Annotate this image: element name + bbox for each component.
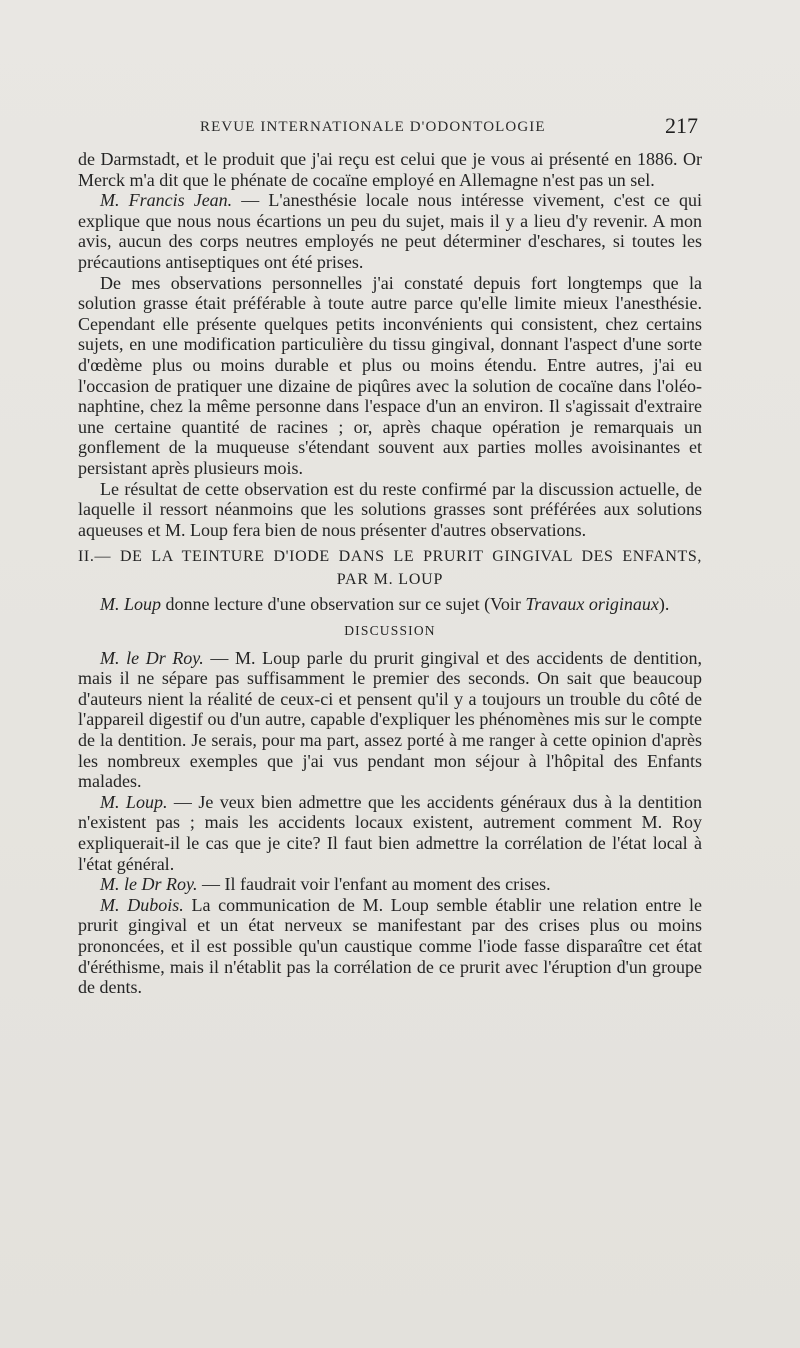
page-header	[78, 115, 700, 145]
speaker-name: M. le Dr Roy.	[100, 647, 204, 668]
paragraph	[78, 792, 702, 874]
paragraph-text: — L'anesthésie locale nous intéresse vivement, c'est ce qui explique que nous nous écartions un peu du sujet, mais il y a lieu d'y revenir. A mon avis, aucun des corps neutres employés ne peut déterminer d'eschares, si toutes les précautions antiseptiques ont été prises.	[78, 190, 703, 272]
paragraph-text: — Je veux bien admettre que les accidents généraux dus à la dentition n'existent pas ; mais les accidents locaux existent, autrement comment M. Roy expliquerait-il le cas que je cite? Il faut bien admettre la corrélation de l'état local à l'état général.	[78, 791, 702, 874]
paragraph-text: La communication de M. Loup semble établir une relation entre le prurit gingival et un état nerveux se manifestant par des crises plus ou moins prononcées, et il est possible qu'un caustique comme l'iode fasse disparaître cet état d'éréthisme, mais il n'établit pas la corrélation de ce prurit avec l'éruption d'un groupe de dents.	[78, 894, 703, 998]
speaker-name: M. Francis Jean.	[100, 190, 233, 211]
paragraph: De mes observations personnelles j'ai constaté depuis fort longtemps que la solution grasse était préférable à toute autre parce qu'elle limite mieux l'anesthésie. Cependant elle présente quelques petits inconvénients qui consistent, chez certains sujets, en une modification particulière du tissu gingival, donnant l'aspect d'une sorte d'œdème plus ou moins durable et plus ou moins étendu. Entre autres, j'ai eu l'occasion de pratiquer une dizaine de piqûres avec la solution de cocaïne dans l'oléo-naphtine, chez la même personne dans l'espace d'un an environ. Il s'agissait d'extraire une certaine quantité de racines ; or, après chaque opération je remarquais un gonflement de la muqueuse s'étendant souvent aux parties molles avoisinantes et persistant après plusieurs mois.	[78, 272, 702, 478]
paragraph: Le résultat de cette observation est du reste confirmé par la discussion actuelle, de laquelle il ressort néanmoins que les solutions grasses sont préférées aux solutions aqueuses et M. Loup fera bien de nous présenter d'autres observations.	[78, 478, 702, 540]
speaker-name: M. Loup	[100, 594, 162, 615]
page-number: 217	[665, 113, 698, 138]
paragraph	[78, 594, 702, 615]
section-title: II.— DE LA TEINTURE D'IODE DANS LE PRURIT GINGIVAL DES ENFANTS,	[78, 548, 702, 566]
discussion-heading: DISCUSSION	[344, 623, 436, 639]
paragraph-text: ).	[658, 594, 670, 615]
section-author: PAR M. LOUP	[336, 570, 444, 588]
speaker-name: M. Loup.	[100, 791, 168, 812]
paragraph-text: donne lecture d'une observation sur ce sujet (Voir	[161, 594, 526, 615]
paragraph: de Darmstadt, et le produit que j'ai reçu est celui que je vous ai présenté en 1886. Or Merck m'a dit que le phénate de cocaïne employé en Allemagne n'est pas un sel.	[78, 149, 702, 190]
paragraph	[78, 895, 702, 998]
speaker-name: M. le Dr Roy.	[100, 874, 198, 895]
paragraph	[78, 190, 702, 272]
paragraph-text: — M. Loup parle du prurit gingival et des accidents de dentition, mais il ne sépare pas suffisamment le premier des seconds. On sait que beaucoup d'auteurs nient la réalité de ceux-ci et pensent qu'il y a toujours un trouble du côté de l'appareil digestif ou d'un autre, capable d'expliquer les phénomènes mis sur le compte de la dentition. Je serais, pour ma part, assez porté à me ranger à cette opinion d'après les nombreux exemples que j'ai vus pendant mon séjour à l'hôpital des Enfants malades.	[78, 647, 702, 792]
speaker-name: M. Dubois.	[100, 894, 184, 915]
paragraph	[78, 648, 702, 792]
body-text	[78, 149, 702, 998]
reference-text: Travaux originaux	[525, 594, 659, 615]
paragraph-text: — Il faudrait voir l'enfant au moment des crises.	[197, 874, 551, 895]
paragraph	[78, 874, 702, 895]
running-title: REVUE INTERNATIONALE D'ODONTOLOGIE	[200, 119, 546, 135]
